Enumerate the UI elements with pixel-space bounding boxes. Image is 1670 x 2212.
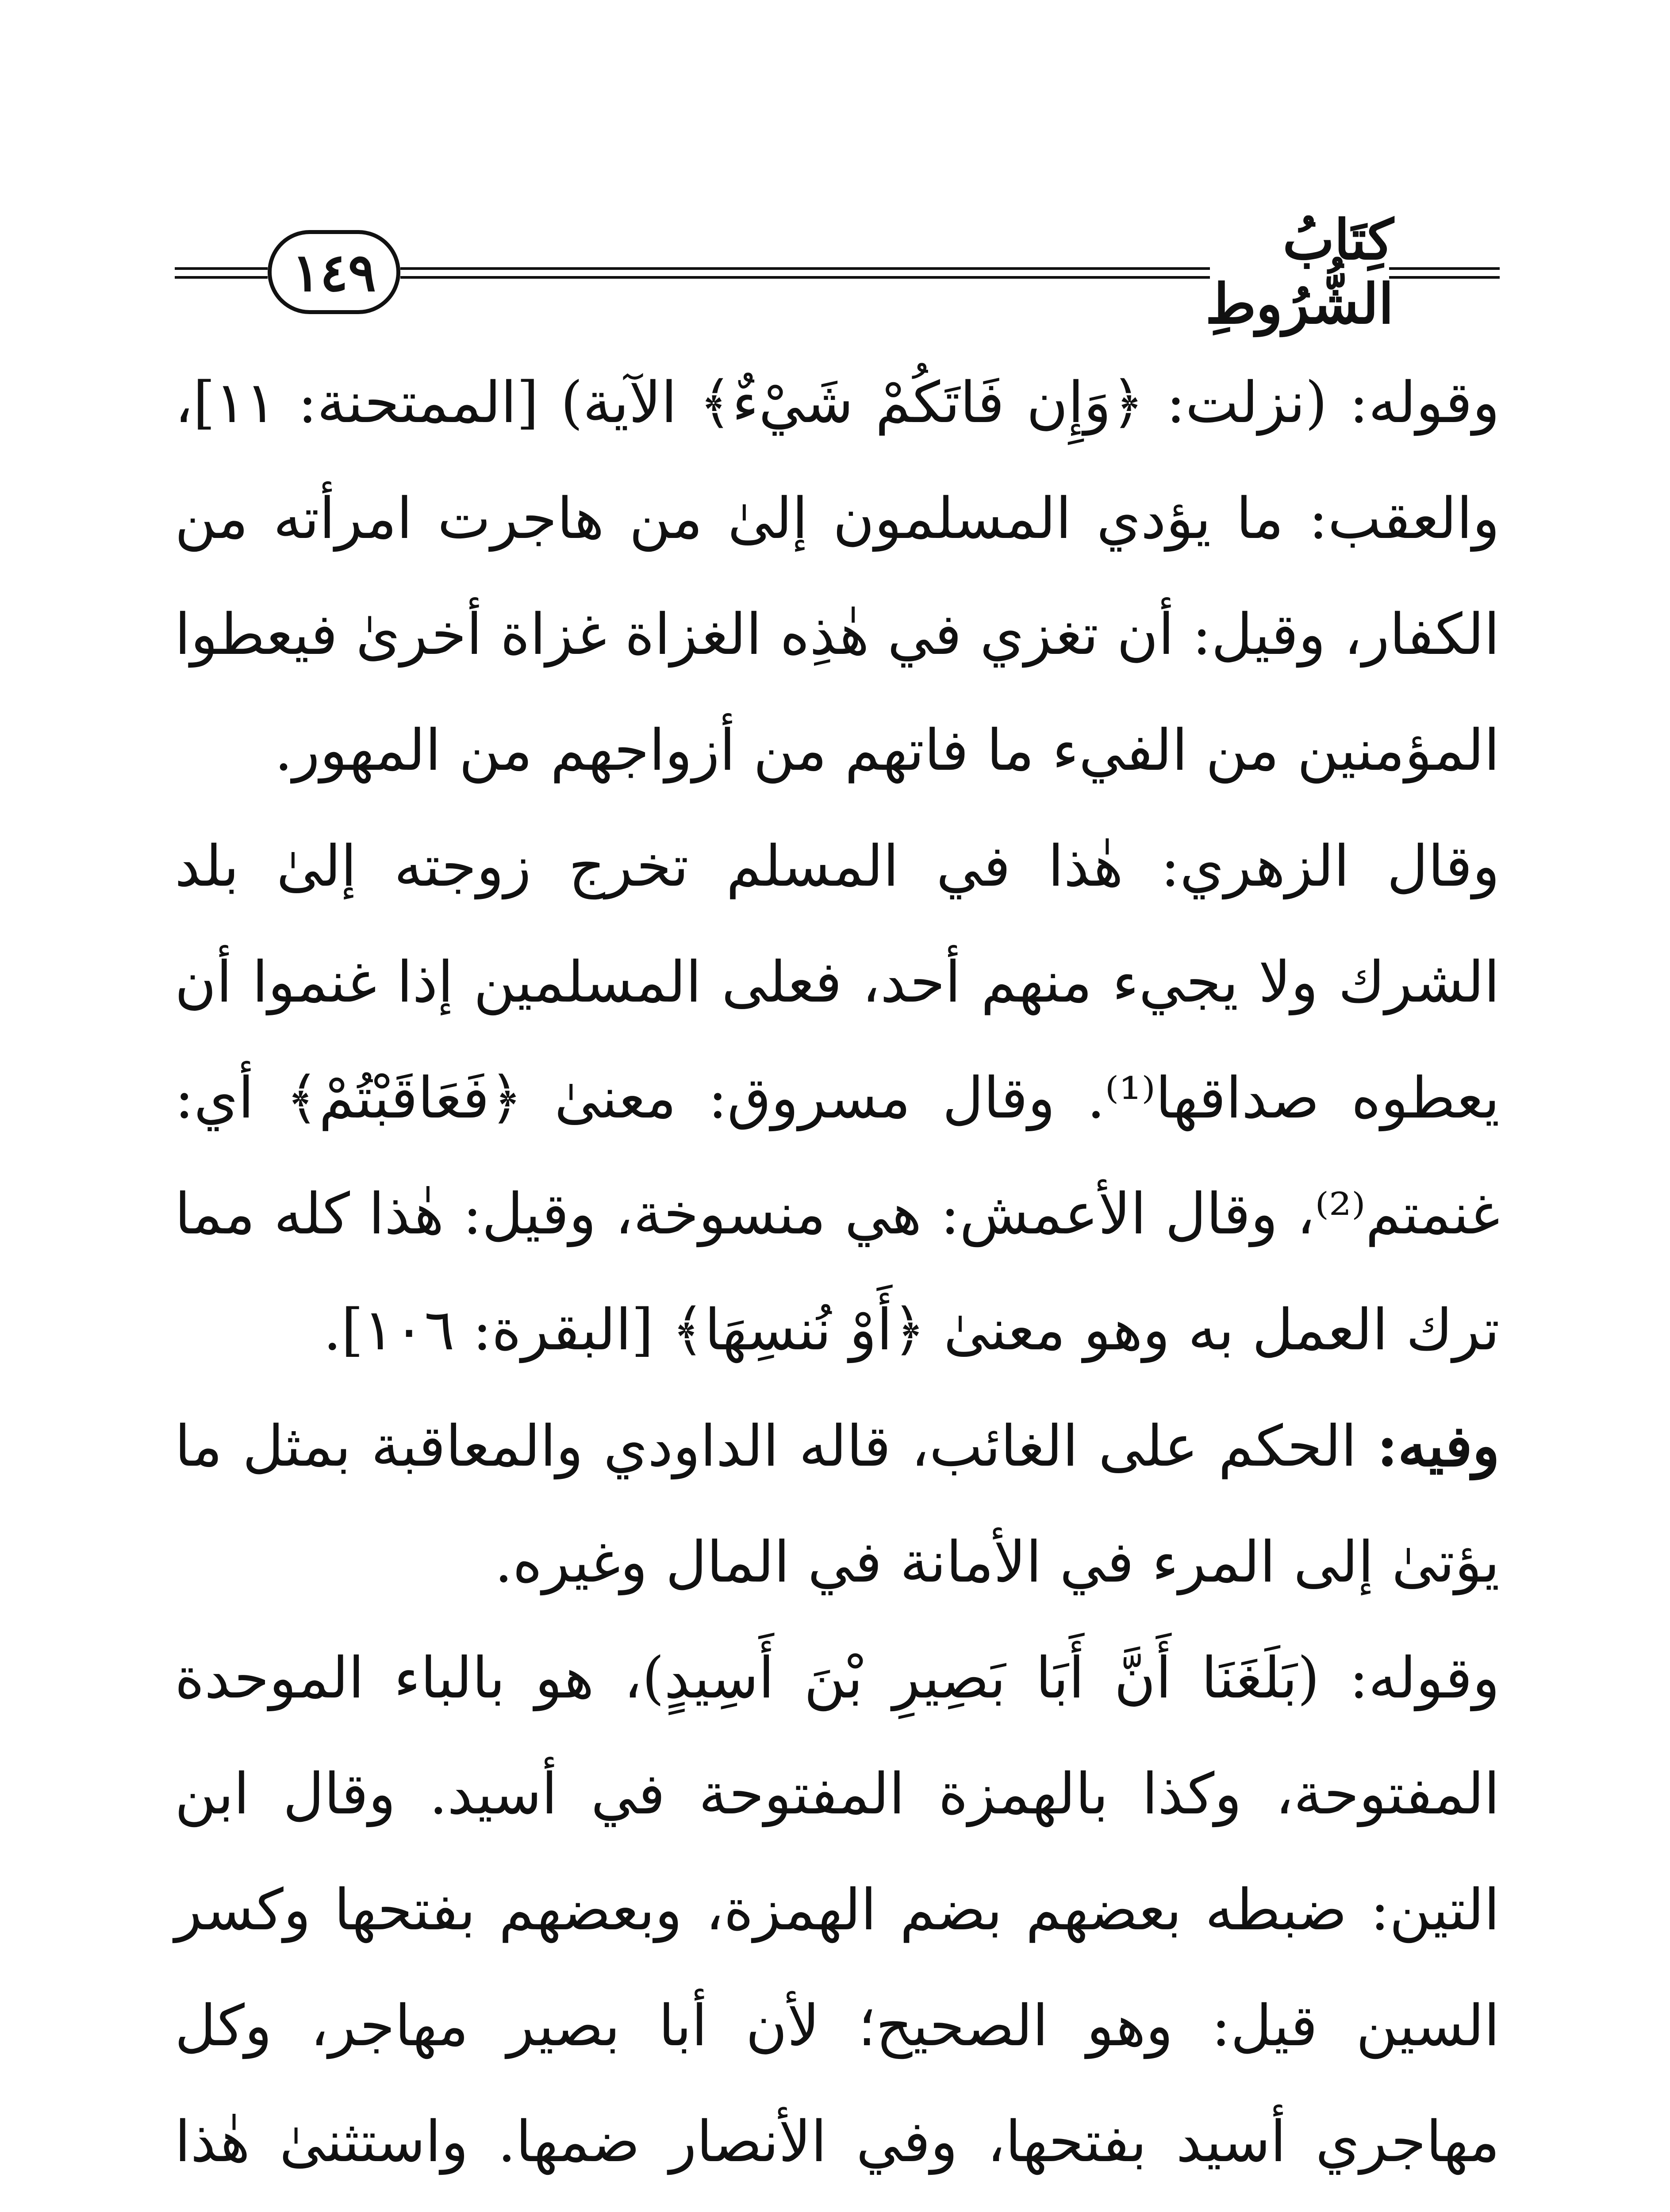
running-title: كِتَابُ الشُّرُوطِ <box>1205 208 1394 336</box>
paragraph-3 <box>175 1388 1500 1621</box>
header-rule-middle <box>400 267 1210 279</box>
paragraph-1: وقوله: (نزلت: ﴿وَإِن فَاتَكُمْ شَيْءٌ﴾ الآية) [الممتحنة: ١١]، والعقب: ما يؤدي المسلمون إلىٰ من هاجرت امرأته من الكفار، وقيل: أن تغزي في هٰذِه الغزاة غزاة أخرىٰ فيعطوا المؤمنين من الفيء ما فاتهم من أزواجهم من المهور. <box>175 370 1500 783</box>
header-rule-right <box>1389 267 1500 279</box>
paragraph-4: وقوله: (بَلَغَنَا أَنَّ أَبَا بَصِيرِ بْنَ أَسِيدٍ)، هو بالباء الموحدة المفتوحة، وكذا بالهمزة المفتوحة في أسيد. وقال ابن التين: ضبطه بعضهم بضم الهمزة، وبعضهم بفتحها وكسر السين قيل: وهو الصحيح؛ لأن أبا بصير مهاجر، وكل مهاجري أسيد بفتحها، وفي الأنصار ضمها. واستثنىٰ هٰذا <box>175 1645 1500 2175</box>
paragraph-2: وقال الزهري: هٰذا في المسلم تخرج زوجته إلىٰ بلد الشرك ولا يجيء منهم أحد، فعلى المسلمين إذا غنموا أن يعطوه صداقها⁽¹⁾. وقال مسروق: معنىٰ ﴿فَعَاقَبْتُمْ﴾ أي: غنمتم⁽²⁾، وقال الأعمش: هي منسوخة، وقيل: هٰذا كله مما ترك العمل به وهو معنىٰ ﴿أَوْ نُنسِهَا﴾ [البقرة: ١٠٦]. <box>175 833 1500 1363</box>
page-number: ١٤٩ <box>268 230 400 314</box>
paragraph-3-text: الحكم على الغائب، قاله الداودي والمعاقبة بمثل ما يؤتىٰ إلى المرء في الأمانة في المال وغيره. <box>175 1413 1500 1595</box>
page-header <box>175 208 1500 336</box>
main-text <box>175 345 1500 2212</box>
paragraph-3-lead: وفيه: <box>1377 1413 1500 1479</box>
header-rule-left <box>175 267 268 279</box>
